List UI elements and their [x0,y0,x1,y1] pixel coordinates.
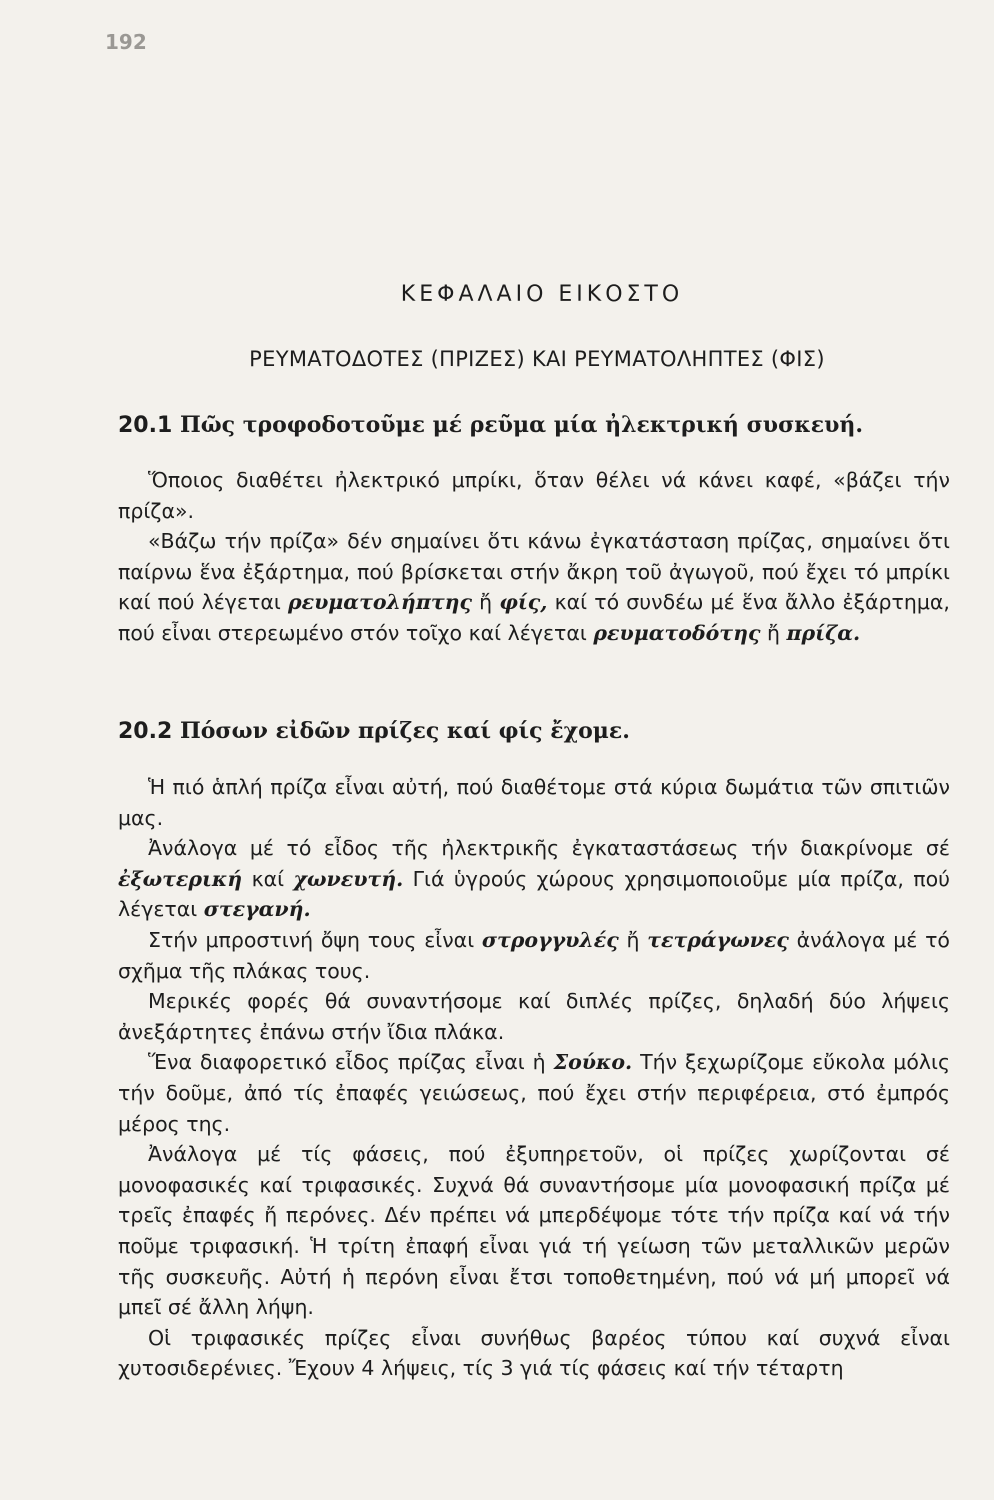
term-rheumatoliptis: ρευματολήπτης [287,590,472,615]
term-rheumatodotis: ρευματοδότης [593,620,761,645]
term-choneuti: χωνευτή. [293,866,404,891]
paragraph: Μερικές φορές θά συναντήσομε καί διπλές πρίζες, δηλαδή δύο λήψεις ἀνεξάρτητες ἐπάνω στήν ἴδια πλάκα. [118,989,950,1044]
section-2-body [118,772,950,1384]
term-priza: πρίζα. [786,620,861,645]
paragraph: «Βάζω τήν πρίζα» δέν σημαίνει ὅτι κάνω ἐγκατάσταση πρίζας, σημαίνει ὅτι παίρνω ἕνα ἐξάρτημα, πού βρίσκεται στήν ἄκρη τοῦ ἀγωγοῦ, πού ἔχει τό μπρίκι καί πού λέγεται ρευματολήπτης ἤ φίς, καί τό συνδέω μέ ἕνα ἄλλο ἐξάρτημα, πού εἶναι στερεωμένο στόν τοῖχο καί λέγεται ρευματοδότης ἤ πρίζα. [118,529,950,645]
paragraph: Ἡ πιό ἁπλή πρίζα εἶναι αὐτή, πού διαθέτομε στά κύρια δωμάτια τῶν σπιτιῶν μας. [118,775,950,830]
section-number: 20.2 [118,719,173,744]
section-1-body [118,465,950,649]
section-heading [118,412,950,438]
page-number: 192 [105,30,147,54]
term-fis: φίς, [499,590,548,615]
paragraph: Ἀνάλογα μέ τό εἶδος τῆς ἠλεκτρικῆς ἐγκαταστάσεως τήν διακρίνομε σέ ἐξωτερική καί χωνευτή. Γιά ὑγρούς χώρους χρησιμοποιοῦμε μία πρίζα, πού λέγεται στεγανή. [118,836,950,922]
term-stegani: στεγανή. [203,897,311,922]
term-tetragones: τετράγωνες [647,927,789,952]
chapter-subtitle: ΡΕΥΜΑΤΟΔΟΤΕΣ (ΠΡΙΖΕΣ) ΚΑΙ ΡΕΥΜΑΤΟΛΗΠΤΕΣ (ΦΙΣ) [249,347,825,371]
term-exoteriki: ἐξωτερική [118,866,243,891]
chapter-title: ΚΕΦΑΛΑΙΟ ΕΙΚΟΣΤΟ [400,282,684,307]
term-souko: Σούκο. [553,1050,633,1075]
paragraph: Ἕνα διαφορετικό εἶδος πρίζας εἶναι ἡ Σούκο. Τήν ξεχωρίζομε εὔκολα μόλις τήν δοῦμε, ἀπό τίς ἐπαφές γειώσεως, πού ἔχει στήν περιφέρεια, στό ἐμπρός μέρος της. [118,1050,950,1136]
section-2 [118,718,950,744]
section-1 [118,412,950,438]
section-heading [118,718,950,744]
section-number: 20.1 [118,413,173,438]
section-title: Πῶς τροφοδοτοῦμε μέ ρεῦμα μία ἠλεκτρική συσκευή. [179,412,864,438]
paragraph: Στήν μπροστινή ὄψη τους εἶναι στρογγυλές ἤ τετράγωνες ἀνάλογα μέ τό σχῆμα τῆς πλάκας τους. [118,927,950,983]
paragraph: Ἀνάλογα μέ τίς φάσεις, πού ἐξυπηρετοῦν, οἱ πρίζες χωρίζονται σέ μονοφασικές καί τριφασικές. Συχνά θά συναντήσομε μία μονοφασική πρίζα μέ τρεῖς ἐπαφές ἤ περόνες. Δέν πρέπει νά μπερδέψομε τότε τήν πρίζα καί νά τήν ποῦμε τριφασική. Ἡ τρίτη ἐπαφή εἶναι γιά τή γείωση τῶν μεταλλικῶν μερῶν τῆς συσκευῆς. Αὐτή ἡ περόνη εἶναι ἔτσι τοποθετημένη, πού νά μή μπορεῖ νά μπεῖ σέ ἄλλη λήψη. [118,1142,950,1320]
section-title: Πόσων εἰδῶν πρίζες καί φίς ἔχομε. [179,718,630,744]
paragraph: Ὅποιος διαθέτει ἠλεκτρικό μπρίκι, ὅταν θέλει νά κάνει καφέ, «βάζει τήν πρίζα». [118,468,950,523]
paragraph: Οἱ τριφασικές πρίζες εἶναι συνήθως βαρέος τύπου καί συχνά εἶναι χυτοσιδερένιες. Ἔχουν 4 λήψεις, τίς 3 γιά τίς φάσεις καί τήν τέταρτη [118,1325,950,1381]
term-strongyles: στρογγυλές [481,927,619,952]
